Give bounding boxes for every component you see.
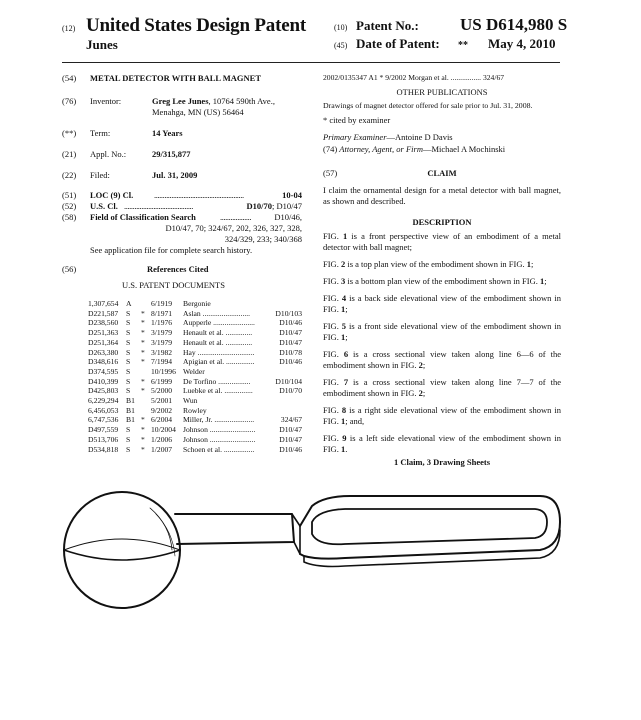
- ref-star: *: [141, 347, 145, 357]
- filed-label: Filed:: [90, 170, 110, 180]
- reference-row: [88, 318, 302, 328]
- reference-row: [88, 435, 302, 445]
- description-text: is a front side elevational view of the embodiment shown in FIG.: [323, 321, 561, 342]
- examiner-name: —Antoine D Davis: [386, 132, 453, 142]
- description-item: [323, 349, 561, 371]
- reference-row: [88, 338, 302, 348]
- ref-date: 3/1982: [151, 347, 173, 357]
- ref-kind: A: [126, 299, 132, 308]
- loc-label: LOC (9) Cl.: [90, 190, 134, 200]
- refs-code: (56): [62, 264, 77, 274]
- ref-name: De Torfino .................: [183, 376, 251, 386]
- ref-star: [141, 396, 151, 406]
- uscl-value-main: D10/70: [246, 201, 272, 211]
- ref-name: Aupperle ......................: [183, 318, 255, 328]
- search-line-3: 324/329, 233; 340/368: [224, 234, 302, 244]
- agent-code: (74): [323, 144, 338, 154]
- ref-kind: S: [126, 425, 131, 435]
- description-item: [323, 433, 561, 455]
- ref-number: D251,364: [88, 337, 119, 347]
- description-item: [323, 405, 561, 427]
- reference-row: [88, 309, 302, 319]
- reference-row: [88, 328, 302, 338]
- ref-class: D10/47: [279, 328, 302, 338]
- inventor-value: [152, 96, 275, 107]
- description-ref: 1: [340, 304, 346, 314]
- term-code: (**): [62, 128, 77, 138]
- description-ref: 2: [418, 360, 423, 370]
- ref-date: 9/2002: [151, 405, 173, 415]
- reference-row: [88, 367, 302, 377]
- ref-class: D10/104: [275, 376, 302, 386]
- description-text: is a front perspective view of an embodiment of a metal detector with ball magnet;: [323, 231, 561, 252]
- reference-row: [88, 377, 302, 387]
- ref-date: 5/2000: [151, 386, 173, 396]
- ref-name: Hay ..............................: [183, 347, 255, 357]
- search-label: Field of Classification Search: [90, 212, 196, 222]
- ref-star: *: [141, 376, 145, 386]
- description-pre: FIG.: [323, 259, 341, 269]
- references-body: [88, 299, 302, 454]
- ref-number: 1,307,654: [88, 299, 119, 308]
- ref-class: [270, 299, 302, 309]
- ref-star: *: [141, 357, 145, 367]
- description-ref: 1: [340, 416, 346, 426]
- ref-kind: S: [126, 347, 131, 357]
- ref-star: [141, 299, 151, 309]
- coil-loop-rim: [304, 530, 560, 567]
- description-ref: 1: [340, 444, 346, 454]
- claim-code: (57): [323, 168, 338, 178]
- code-12: (12): [62, 24, 76, 33]
- ref-name: Apigian et al. ...............: [183, 357, 255, 367]
- ref-number: 6,456,053: [88, 405, 119, 415]
- attorney-agent: [323, 144, 561, 154]
- code-10: (10): [334, 23, 348, 32]
- ref-kind: B1: [126, 396, 135, 406]
- ref-name: Schoen et al. ................: [183, 444, 255, 454]
- other-publications-heading: OTHER PUBLICATIONS: [396, 87, 488, 97]
- search-line-4: See application file for complete search history.: [90, 245, 253, 255]
- reference-row: [88, 425, 302, 435]
- description-pre: FIG.: [323, 276, 341, 286]
- ref-class: D10/103: [275, 308, 302, 318]
- claim-heading: CLAIM: [427, 168, 457, 178]
- reference-row: [88, 386, 302, 396]
- ref-number: D374,595: [88, 366, 119, 376]
- description-text: is a right side elevational view of the embodiment shown in FIG.: [323, 405, 561, 426]
- ref-class: D10/46: [279, 444, 302, 454]
- ref-name: Henault et al. ..............: [183, 337, 253, 347]
- ref-kind: B1: [126, 415, 135, 425]
- inventor-code: (76): [62, 96, 77, 106]
- patent-number: US D614,980 S: [460, 15, 568, 34]
- description-fig: 2: [340, 259, 346, 269]
- claim-text: I claim the ornamental design for a metal detector with ball magnet, as shown and described.: [323, 185, 561, 206]
- ref-number: D263,380: [88, 347, 119, 357]
- description-item: [323, 321, 561, 343]
- description-ref: 1: [526, 259, 531, 269]
- ref-number: 6,229,294: [88, 396, 119, 406]
- ref-date: 3/1979: [151, 328, 173, 338]
- appl-code: (21): [62, 149, 77, 159]
- description-fig: 3: [340, 276, 346, 286]
- ref-star: *: [141, 444, 145, 454]
- ref-name: Rowley: [183, 405, 207, 415]
- appl-value: 29/315,877: [152, 149, 191, 159]
- ref-date: 6/2004: [151, 415, 173, 425]
- ref-name: Luebke et al. ...............: [183, 386, 253, 396]
- ref-number: D251,363: [88, 328, 119, 338]
- description-fig: 6: [343, 349, 349, 359]
- search-line-1: D10/46,: [274, 212, 302, 222]
- description-post: ;: [531, 259, 534, 269]
- ref-star: *: [141, 328, 145, 338]
- ref-date: 10/1996: [151, 366, 176, 376]
- uscl-code: (52): [62, 201, 77, 211]
- filed-code: (22): [62, 170, 77, 180]
- uscl-label: U.S. Cl.: [90, 201, 118, 211]
- design-title: METAL DETECTOR WITH BALL MAGNET: [90, 73, 261, 83]
- loc-value: 10-04: [282, 190, 302, 200]
- description-ref: 1: [340, 332, 346, 342]
- ref-star: *: [141, 308, 145, 318]
- ref-kind: S: [126, 376, 131, 386]
- uscl-dots: ........................................: [124, 201, 194, 211]
- ref-name: Miller, Jr. .....................: [183, 415, 255, 425]
- ref-number: D348,616: [88, 357, 119, 367]
- inventor-surname: Junes: [86, 37, 118, 52]
- ref-kind: S: [126, 366, 131, 376]
- search-line-2: D10/47, 70; 324/67, 202, 326, 327, 328,: [165, 223, 302, 233]
- ref-star: *: [141, 337, 145, 347]
- search-field: [62, 212, 302, 258]
- ref-date: 5/2001: [151, 396, 173, 406]
- search-dots: ..................: [220, 212, 252, 222]
- description-item: [323, 293, 561, 315]
- loc-code: (51): [62, 190, 77, 200]
- ref-name: Henault et al. ..............: [183, 328, 253, 338]
- description-pre: FIG.: [323, 231, 343, 241]
- reference-row: [88, 299, 302, 309]
- ref-date: 7/1994: [151, 357, 173, 367]
- ref-number: D425,803: [88, 386, 119, 396]
- description-item: [323, 231, 561, 253]
- ref-date: 1/1976: [151, 318, 173, 328]
- date-label: Date of Patent:: [356, 36, 440, 51]
- ref-name: Wun: [183, 396, 198, 406]
- ref-star: *: [141, 425, 145, 435]
- search-code: (58): [62, 212, 77, 222]
- patent-date: May 4, 2010: [488, 36, 556, 51]
- claims-summary: 1 Claim, 3 Drawing Sheets: [393, 457, 491, 467]
- agent-label: Attorney, Agent, or Firm: [339, 144, 423, 154]
- description-pre: FIG.: [323, 377, 344, 387]
- description-text: is a cross sectional view taken along line 7—7 of the embodiment shown in FIG.: [323, 377, 561, 398]
- description-fig: 8: [341, 405, 347, 415]
- description-text: is a bottom plan view of the embodiment shown in FIG.: [345, 276, 540, 286]
- description-post: ;: [345, 332, 348, 342]
- description-text: is a left side elevational view of the embodiment shown in FIG.: [323, 433, 561, 454]
- patent-header: [0, 0, 641, 60]
- description-pre: FIG.: [323, 433, 343, 443]
- ball-magnet-equator: [64, 550, 180, 560]
- description-item: [323, 377, 561, 399]
- ref-star: *: [141, 415, 145, 425]
- description-item: [323, 276, 561, 287]
- references-table: [88, 299, 302, 454]
- ref-star: *: [141, 318, 145, 328]
- uscl-value: [247, 201, 303, 212]
- header-rule: [62, 62, 560, 63]
- code-45: (45): [334, 41, 348, 50]
- ref-class: D10/70: [279, 386, 302, 396]
- description-post: .: [345, 444, 348, 454]
- ref-star: *: [141, 434, 145, 444]
- ref-date: 6/1919: [151, 299, 173, 308]
- date-stars: **: [458, 40, 468, 51]
- ball-magnet-cap: [64, 539, 180, 550]
- ref-star: *: [141, 386, 145, 396]
- description-fig: 9: [342, 433, 347, 443]
- reference-row: [88, 415, 302, 425]
- ref-kind: S: [126, 318, 131, 328]
- ref-class: D10/47: [279, 434, 302, 444]
- description-fig: 5: [341, 321, 347, 331]
- ref-kind: S: [126, 444, 131, 454]
- uscl-value-rest: ; D10/47: [272, 201, 302, 211]
- ref-class: D10/47: [279, 337, 302, 347]
- design-drawing: [0, 470, 641, 720]
- ref-class: 324/67: [280, 415, 302, 425]
- description-post: ; and,: [345, 416, 365, 426]
- loc-dots: ....................................................: [154, 190, 244, 200]
- ref-number: D534,818: [88, 444, 119, 454]
- ref-class: [270, 406, 302, 416]
- reference-row: [88, 406, 302, 416]
- patent-no-label: Patent No.:: [356, 18, 419, 33]
- description-fig: 4: [341, 293, 347, 303]
- ref-kind: S: [126, 386, 131, 396]
- ref-star: [141, 367, 151, 377]
- description-text: is a cross sectional view taken along line 6—6 of the embodiment shown in FIG.: [323, 349, 561, 370]
- ref-name: Aslan .........................: [183, 308, 251, 318]
- description-post: ;: [422, 360, 426, 370]
- description-post: ;: [422, 388, 426, 398]
- ref-class: D10/46: [279, 357, 302, 367]
- ref-date: 8/1971: [151, 308, 173, 318]
- ref-star: [141, 406, 151, 416]
- patent-title: United States Design Patent: [86, 15, 306, 36]
- description-text: is a top plan view of the embodiment shown in FIG.: [345, 259, 527, 269]
- appl-label: Appl. No.:: [90, 149, 127, 159]
- description-post: ;: [544, 276, 547, 286]
- ref-kind: S: [126, 337, 131, 347]
- ref-kind: S: [126, 357, 131, 367]
- description-heading: DESCRIPTION: [412, 217, 472, 227]
- ref-name: Bergonie: [183, 299, 211, 308]
- description-fig: 7: [343, 377, 349, 387]
- examiner-label: Primary Examiner: [323, 132, 387, 142]
- description-fig: 1: [342, 231, 348, 241]
- ref-kind: S: [126, 308, 131, 318]
- pub-reference: 2002/0135347 A1 * 9/2002 Morgan et al. ................ 324/67: [323, 73, 505, 82]
- inventor-address-2: Menahga, MN (US) 56464: [152, 107, 244, 117]
- ref-kind: S: [126, 328, 131, 338]
- ref-class: [270, 367, 302, 377]
- reference-row: [88, 348, 302, 358]
- inventor-label: Inventor:: [90, 96, 122, 106]
- ref-name: Johnson ........................: [183, 434, 256, 444]
- cited-by-examiner: * cited by examiner: [323, 115, 391, 125]
- refs-subheading: U.S. PATENT DOCUMENTS: [122, 280, 225, 290]
- inventor-name: Greg Lee Junes: [152, 96, 209, 106]
- ref-date: 10/2004: [151, 425, 176, 435]
- term-label: Term:: [90, 128, 111, 138]
- other-publications-text: Drawings of magnet detector offered for sale prior to Jul. 31, 2008.: [323, 101, 533, 110]
- description-ref: 1: [539, 276, 545, 286]
- ref-class: D10/46: [279, 318, 302, 328]
- description-item: [323, 259, 561, 270]
- ref-kind: B1: [126, 405, 135, 415]
- description-post: ;: [345, 304, 348, 314]
- reference-row: [88, 357, 302, 367]
- ref-number: D221,587: [88, 308, 119, 318]
- description-pre: FIG.: [323, 405, 342, 415]
- ref-date: 6/1999: [151, 376, 173, 386]
- term-value: 14 Years: [152, 128, 183, 138]
- ref-name: Johnson ........................: [183, 425, 256, 435]
- ref-number: D513,706: [88, 434, 119, 444]
- reference-row: [88, 445, 302, 455]
- description-text: is a back side elevational view of the embodiment shown in FIG.: [323, 293, 561, 314]
- description-pre: FIG.: [323, 321, 342, 331]
- ref-number: D497,559: [88, 425, 119, 435]
- coil-loop-inner: [312, 509, 547, 544]
- title-code: (54): [62, 73, 77, 83]
- ref-kind: S: [126, 434, 131, 444]
- description-ref: 2: [418, 388, 423, 398]
- inventor-address-1: , 10764 590th Ave.,: [208, 96, 275, 106]
- ref-class: D10/78: [279, 347, 302, 357]
- ref-class: [270, 396, 302, 406]
- ball-magnet: [64, 492, 180, 608]
- ref-number: D238,560: [88, 318, 119, 328]
- reference-row: [88, 396, 302, 406]
- ref-date: 3/1979: [151, 337, 173, 347]
- ref-number: D410,399: [88, 376, 119, 386]
- handle-bar: [175, 514, 294, 544]
- agent-name: —Michael A Mochinski: [422, 144, 506, 154]
- description-pre: FIG.: [323, 349, 344, 359]
- ref-number: 6,747,536: [88, 415, 119, 425]
- description-pre: FIG.: [323, 293, 342, 303]
- ref-date: 1/2007: [151, 444, 173, 454]
- coil-loop-top: [300, 496, 560, 559]
- filed-value: Jul. 31, 2009: [152, 170, 198, 180]
- ref-date: 1/2006: [151, 434, 173, 444]
- ref-name: Welder: [183, 366, 205, 376]
- refs-heading: References Cited: [147, 264, 209, 274]
- primary-examiner: [323, 132, 561, 142]
- ref-class: D10/47: [279, 425, 302, 435]
- description-list: [323, 231, 561, 461]
